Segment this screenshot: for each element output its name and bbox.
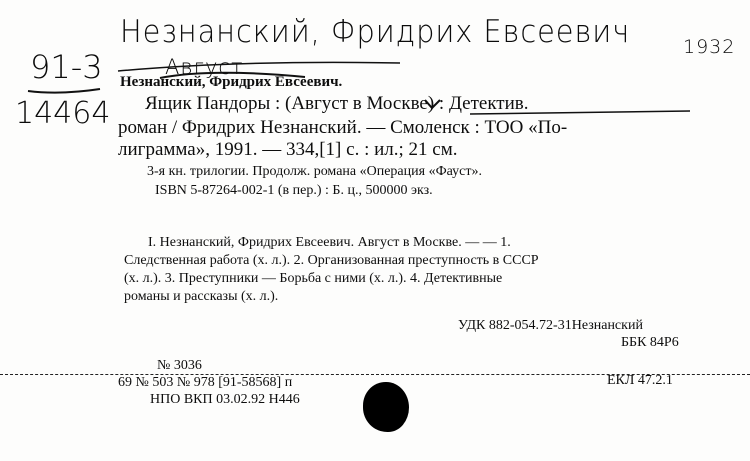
title-line-1: Ящик Пандоры : (Август в Москве) : Детектив. (145, 93, 529, 114)
udc-code: УДК 882-054.72-31Незнанский (458, 318, 643, 333)
series-note: 3-я кн. трилогии. Продолж. романа «Операция «Фауст». (147, 164, 482, 179)
tracing-line-1: I. Незнанский, Фридрих Евсеевич. Август в Москве. — — 1. (148, 235, 511, 250)
ink-blot (363, 382, 409, 432)
npo-codes: НПО ВКП 03.02.92 Н446 (150, 392, 300, 407)
handwritten-inventory-number: 14464 (15, 96, 111, 131)
title-line-2: роман / Фридрих Незнанский. — Смоленск : ТОО «По- (118, 117, 568, 138)
isbn-line: ISBN 5-87264-002-1 (в пер.) : Б. ц., 500000 экз. (155, 183, 433, 198)
print-codes: 69 № 503 № 978 [91-58568] п (118, 375, 293, 390)
handwritten-author-name: Незнанский, Фридрих Евсеевич (120, 14, 631, 50)
tracing-line-2: Следственная работа (х. л.). 2. Организованная преступность в СССР (124, 253, 539, 268)
tracing-line-3: (х. л.). 3. Преступники — Борьба с ними (х. л.). 4. Детективные (124, 271, 503, 286)
tracing-line-4: романы и рассказы (х. л.). (124, 289, 279, 304)
ekl-code: ЕКЛ 47.2.1 (607, 373, 673, 388)
card-number: № 3036 (157, 358, 202, 373)
entry-heading: Незнанский, Фридрих Евсеевич. (120, 74, 343, 90)
handwritten-inserted-word: Август (165, 55, 244, 79)
handwritten-shelf-number: 91-3 (30, 48, 103, 86)
bbk-code: ББК 84Р6 (621, 335, 679, 350)
title-line-3: лиграмма», 1991. — 334,[1] с. : ил.; 21 см. (118, 139, 458, 160)
handwritten-year: 1932 (683, 36, 736, 58)
